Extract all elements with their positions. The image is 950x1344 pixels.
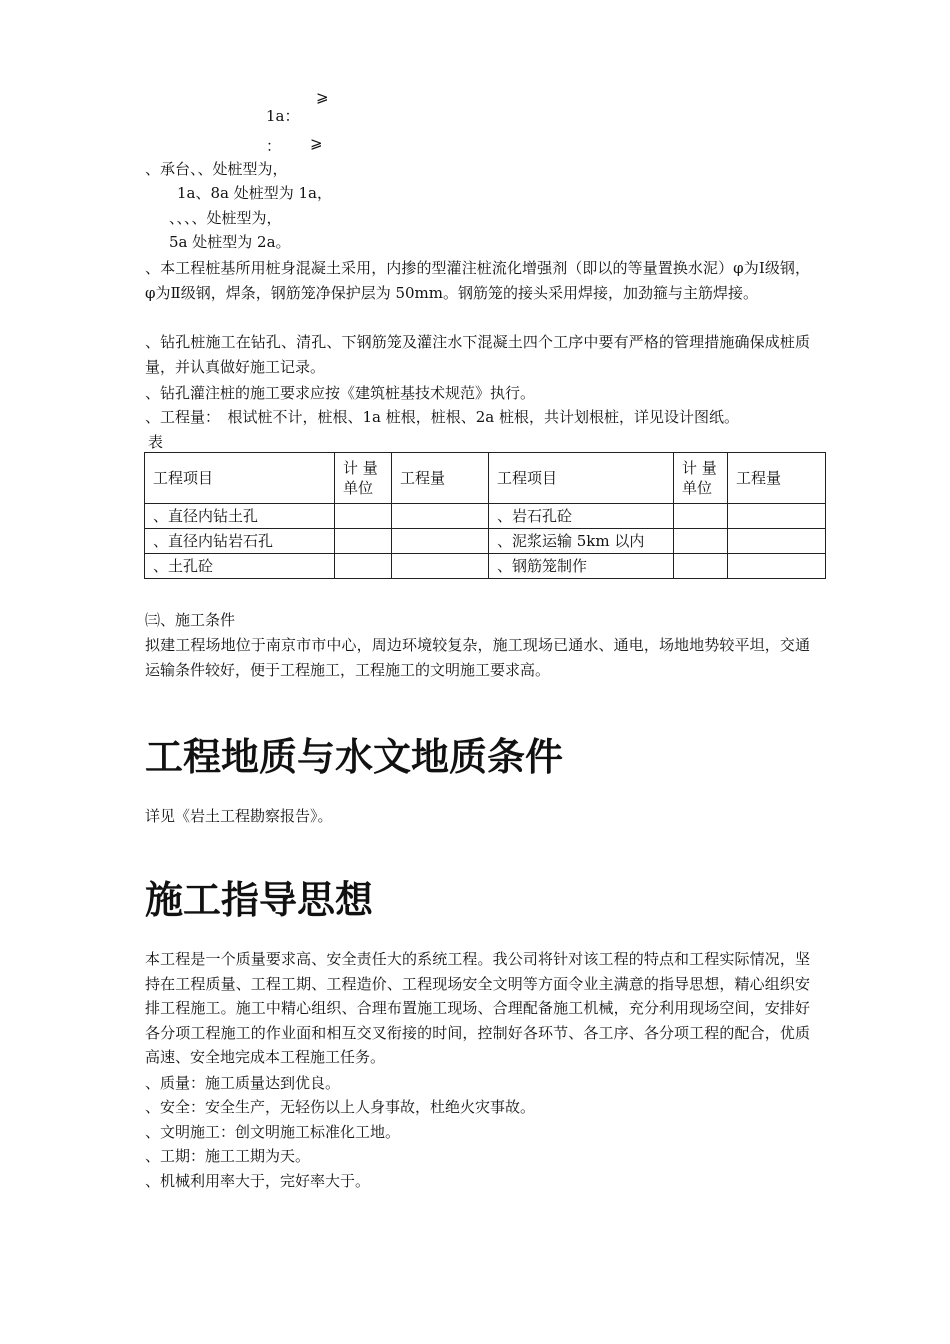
table-cell <box>728 529 826 554</box>
guidance-heading: 施工指导思想 <box>145 878 374 922</box>
table-header-cell: 工程项目 <box>145 453 335 504</box>
pile-line: 、承台、、处桩型为， <box>145 160 288 178</box>
table-cell <box>674 504 728 529</box>
table-row <box>145 504 826 529</box>
table-cell: 、直径内钻土孔 <box>145 504 335 529</box>
quantity-paragraph: 、工程量： 根试桩不计，桩根、1a 桩根，桩根、2a 桩根，共计划根桩，详见设计图纸。 <box>145 408 740 426</box>
geq-symbol: ⩾ <box>310 134 323 152</box>
table-header-cell: 工程量 <box>728 453 826 504</box>
table-header-cell: 工程项目 <box>489 453 674 504</box>
table-header-cell: 计 量 单位 <box>674 453 728 504</box>
table-cell <box>392 554 489 579</box>
colon-fragment: ： <box>266 137 282 155</box>
table-cell <box>674 529 728 554</box>
geq-symbol: ⩾ <box>316 88 329 106</box>
spec-paragraph: 、钻孔灌注桩的施工要求应按《建筑桩基技术规范》执行。 <box>145 384 536 402</box>
concrete-paragraph: 、本工程桩基所用桩身混凝土采用，内掺的型灌注桩流化增强剂（即以的等量置换水泥）φ为Ⅰ级钢，φ为Ⅱ级钢，焊条，钢筋笼净保护层为 50mm。钢筋笼的接头采用焊接，加劲箍与主筋焊接。 <box>145 259 810 302</box>
table-row <box>145 554 826 579</box>
conditions-title: ㈢、施工条件 <box>145 611 236 629</box>
drilling-paragraph: 、钻孔桩施工在钻孔、清孔、下钢筋笼及灌注水下混凝土四个工序中要有严格的管理措施确保成桩质量，并认真做好施工记录。 <box>145 333 810 376</box>
table-cell: 、直径内钻岩石孔 <box>145 529 335 554</box>
geology-paragraph: 详见《岩土工程勘察报告》。 <box>145 807 333 825</box>
geology-heading: 工程地质与水文地质条件 <box>145 735 564 779</box>
guidance-item: 、机械利用率大于，完好率大于。 <box>145 1172 371 1190</box>
pile-type-fragment: 1a： <box>266 107 300 125</box>
table-cell <box>335 554 392 579</box>
quantity-table <box>144 452 826 579</box>
guidance-paragraph: 本工程是一个质量要求高、安全责任大的系统工程。我公司将针对该工程的特点和工程实际情况，坚持在工程质量、工程工期、工程造价、工程现场安全文明等方面令业主满意的指导思想，精心组织安排工程施工。施工中精心组织、合理布置施工现场、合理配备施工机械，充分利用现场空间，安排好各分项工程施工的作业面和相互交叉衔接的时间，控制好各环节、各工序、各分项工程的配合，优质高速、安全地完成本工程施工任务。 <box>145 950 810 1066</box>
pile-line: 、、、、处桩型为， <box>169 209 282 227</box>
table-cell <box>674 554 728 579</box>
guidance-item: 、文明施工：创文明施工标准化工地。 <box>145 1123 401 1141</box>
conditions-paragraph: 拟建工程场地位于南京市市中心，周边环境较复杂，施工现场已通水、通电，场地地势较平坦，交通运输条件较好，便于工程施工，工程施工的文明施工要求高。 <box>145 636 810 679</box>
table-cell: 、土孔砼 <box>145 554 335 579</box>
pile-line: 5a 处桩型为 2a。 <box>169 233 291 251</box>
table-label: 表 <box>148 433 164 451</box>
guidance-item: 、质量：施工质量达到优良。 <box>145 1074 341 1092</box>
guidance-item: 、安全：安全生产，无轻伤以上人身事故，杜绝火灾事故。 <box>145 1098 536 1116</box>
table-header-cell: 工程量 <box>392 453 489 504</box>
table-header-cell: 计 量 单位 <box>335 453 392 504</box>
table-cell: 、钢筋笼制作 <box>489 554 674 579</box>
table-cell <box>728 554 826 579</box>
guidance-item: 、工期：施工工期为天。 <box>145 1147 311 1165</box>
table-cell <box>728 504 826 529</box>
table-cell <box>335 504 392 529</box>
table-cell <box>392 504 489 529</box>
table-header-row <box>145 453 826 504</box>
pile-line: 1a、8a 处桩型为 1a， <box>177 184 332 202</box>
table-cell <box>392 529 489 554</box>
table-cell <box>335 529 392 554</box>
table-row <box>145 529 826 554</box>
table-cell: 、岩石孔砼 <box>489 504 674 529</box>
table-cell: 、泥浆运输 5km 以内 <box>489 529 674 554</box>
